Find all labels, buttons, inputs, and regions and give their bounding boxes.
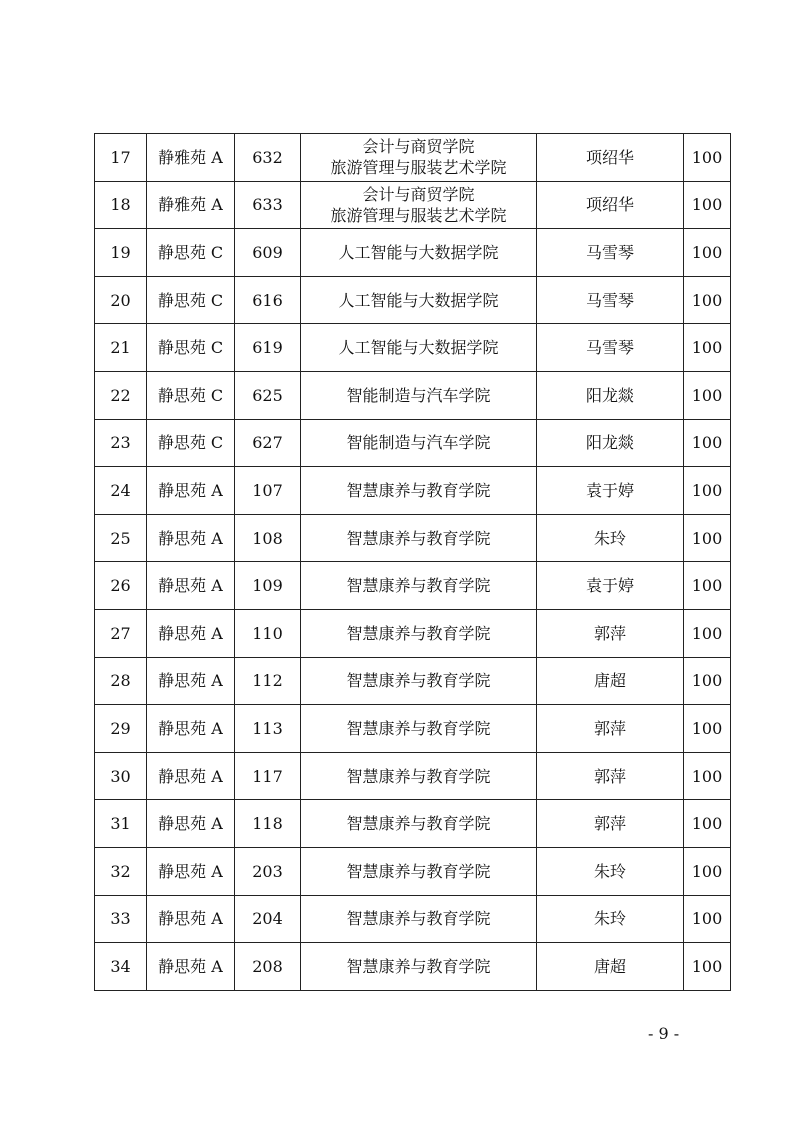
college-cell <box>301 847 537 895</box>
college-cell <box>301 181 537 229</box>
row-number-cell: 34 <box>95 943 147 991</box>
row-number-cell: 33 <box>95 895 147 943</box>
room-number-cell: 633 <box>235 181 301 229</box>
responsible-person-cell: 郭萍 <box>537 705 684 753</box>
table-row <box>95 324 731 372</box>
table-row <box>95 847 731 895</box>
room-number-cell: 632 <box>235 134 301 182</box>
row-number-cell: 25 <box>95 514 147 562</box>
room-number-cell: 109 <box>235 562 301 610</box>
row-number-cell: 28 <box>95 657 147 705</box>
row-number-cell: 20 <box>95 276 147 324</box>
dormitory-score-table <box>94 133 731 991</box>
score-cell: 100 <box>684 419 731 467</box>
college-cell <box>301 705 537 753</box>
score-cell: 100 <box>684 371 731 419</box>
score-cell: 100 <box>684 752 731 800</box>
table-row <box>95 562 731 610</box>
college-name: 旅游管理与服装艺术学院 <box>330 205 507 225</box>
responsible-person-cell: 袁于婷 <box>537 467 684 515</box>
college-cell <box>301 800 537 848</box>
building-cell: 静思苑 A <box>147 800 235 848</box>
college-name: 智慧康养与教育学院 <box>346 480 491 500</box>
responsible-person-cell: 马雪琴 <box>537 229 684 277</box>
room-number-cell: 203 <box>235 847 301 895</box>
college-cell <box>301 276 537 324</box>
room-number-cell: 108 <box>235 514 301 562</box>
college-cell <box>301 419 537 467</box>
building-cell: 静思苑 C <box>147 276 235 324</box>
building-cell: 静雅苑 A <box>147 181 235 229</box>
table-row <box>95 800 731 848</box>
room-number-cell: 110 <box>235 609 301 657</box>
college-cell <box>301 562 537 610</box>
score-cell: 100 <box>684 134 731 182</box>
table-row <box>95 467 731 515</box>
row-number-cell: 22 <box>95 371 147 419</box>
table-row <box>95 943 731 991</box>
college-name: 智慧康养与教育学院 <box>346 623 491 643</box>
college-name: 旅游管理与服装艺术学院 <box>330 158 507 178</box>
row-number-cell: 30 <box>95 752 147 800</box>
building-cell: 静思苑 A <box>147 847 235 895</box>
table-row <box>95 371 731 419</box>
score-cell: 100 <box>684 847 731 895</box>
row-number-cell: 19 <box>95 229 147 277</box>
college-name: 智能制造与汽车学院 <box>346 433 491 453</box>
room-number-cell: 117 <box>235 752 301 800</box>
college-cell <box>301 134 537 182</box>
college-name: 智慧康养与教育学院 <box>346 718 491 738</box>
responsible-person-cell: 项绍华 <box>537 181 684 229</box>
college-name: 智慧康养与教育学院 <box>346 576 491 596</box>
table-row <box>95 609 731 657</box>
responsible-person-cell: 朱玲 <box>537 895 684 943</box>
responsible-person-cell: 阳龙燚 <box>537 419 684 467</box>
college-name: 人工智能与大数据学院 <box>338 290 499 310</box>
college-cell <box>301 514 537 562</box>
score-cell: 100 <box>684 229 731 277</box>
responsible-person-cell: 郭萍 <box>537 800 684 848</box>
score-cell: 100 <box>684 181 731 229</box>
college-cell <box>301 324 537 372</box>
score-cell: 100 <box>684 657 731 705</box>
table-row <box>95 657 731 705</box>
score-cell: 100 <box>684 562 731 610</box>
room-number-cell: 204 <box>235 895 301 943</box>
building-cell: 静思苑 A <box>147 609 235 657</box>
building-cell: 静思苑 A <box>147 562 235 610</box>
responsible-person-cell: 郭萍 <box>537 609 684 657</box>
college-cell <box>301 943 537 991</box>
building-cell: 静思苑 C <box>147 324 235 372</box>
score-cell: 100 <box>684 943 731 991</box>
college-name: 智能制造与汽车学院 <box>346 385 491 405</box>
college-cell <box>301 895 537 943</box>
college-name: 智慧康养与教育学院 <box>346 814 491 834</box>
building-cell: 静思苑 C <box>147 229 235 277</box>
college-name: 智慧康养与教育学院 <box>346 909 491 929</box>
college-cell <box>301 229 537 277</box>
room-number-cell: 627 <box>235 419 301 467</box>
building-cell: 静思苑 A <box>147 657 235 705</box>
responsible-person-cell: 唐超 <box>537 943 684 991</box>
college-cell <box>301 609 537 657</box>
building-cell: 静思苑 A <box>147 514 235 562</box>
college-name: 智慧康养与教育学院 <box>346 956 491 976</box>
score-cell: 100 <box>684 800 731 848</box>
responsible-person-cell: 马雪琴 <box>537 324 684 372</box>
responsible-person-cell: 袁于婷 <box>537 562 684 610</box>
college-cell <box>301 657 537 705</box>
table-row <box>95 229 731 277</box>
college-name: 人工智能与大数据学院 <box>338 338 499 358</box>
score-cell: 100 <box>684 276 731 324</box>
building-cell: 静思苑 A <box>147 705 235 753</box>
table-row <box>95 276 731 324</box>
building-cell: 静雅苑 A <box>147 134 235 182</box>
room-number-cell: 625 <box>235 371 301 419</box>
building-cell: 静思苑 C <box>147 371 235 419</box>
table-row <box>95 705 731 753</box>
row-number-cell: 26 <box>95 562 147 610</box>
row-number-cell: 24 <box>95 467 147 515</box>
building-cell: 静思苑 A <box>147 467 235 515</box>
responsible-person-cell: 朱玲 <box>537 847 684 895</box>
score-cell: 100 <box>684 324 731 372</box>
college-cell <box>301 752 537 800</box>
college-cell <box>301 371 537 419</box>
room-number-cell: 113 <box>235 705 301 753</box>
table-row <box>95 895 731 943</box>
college-name: 智慧康养与教育学院 <box>346 861 491 881</box>
score-cell: 100 <box>684 895 731 943</box>
row-number-cell: 17 <box>95 134 147 182</box>
building-cell: 静思苑 A <box>147 895 235 943</box>
room-number-cell: 619 <box>235 324 301 372</box>
table-row <box>95 419 731 467</box>
row-number-cell: 31 <box>95 800 147 848</box>
table-row <box>95 134 731 182</box>
college-name: 智慧康养与教育学院 <box>346 766 491 786</box>
score-cell: 100 <box>684 467 731 515</box>
responsible-person-cell: 朱玲 <box>537 514 684 562</box>
room-number-cell: 118 <box>235 800 301 848</box>
row-number-cell: 32 <box>95 847 147 895</box>
room-number-cell: 208 <box>235 943 301 991</box>
room-number-cell: 609 <box>235 229 301 277</box>
room-number-cell: 112 <box>235 657 301 705</box>
table-row <box>95 752 731 800</box>
building-cell: 静思苑 A <box>147 943 235 991</box>
score-cell: 100 <box>684 705 731 753</box>
room-number-cell: 107 <box>235 467 301 515</box>
row-number-cell: 27 <box>95 609 147 657</box>
responsible-person-cell: 郭萍 <box>537 752 684 800</box>
row-number-cell: 18 <box>95 181 147 229</box>
page-number: - 9 - <box>648 1024 680 1043</box>
responsible-person-cell: 项绍华 <box>537 134 684 182</box>
row-number-cell: 29 <box>95 705 147 753</box>
college-name: 人工智能与大数据学院 <box>338 242 499 262</box>
college-name: 会计与商贸学院 <box>362 137 475 157</box>
score-cell: 100 <box>684 514 731 562</box>
responsible-person-cell: 阳龙燚 <box>537 371 684 419</box>
table-row <box>95 514 731 562</box>
responsible-person-cell: 唐超 <box>537 657 684 705</box>
row-number-cell: 21 <box>95 324 147 372</box>
college-name: 智慧康养与教育学院 <box>346 671 491 691</box>
responsible-person-cell: 马雪琴 <box>537 276 684 324</box>
college-name: 会计与商贸学院 <box>362 184 475 204</box>
room-number-cell: 616 <box>235 276 301 324</box>
college-cell <box>301 467 537 515</box>
score-cell: 100 <box>684 609 731 657</box>
building-cell: 静思苑 A <box>147 752 235 800</box>
table-row <box>95 181 731 229</box>
row-number-cell: 23 <box>95 419 147 467</box>
building-cell: 静思苑 C <box>147 419 235 467</box>
table-body <box>95 134 731 991</box>
college-name: 智慧康养与教育学院 <box>346 528 491 548</box>
